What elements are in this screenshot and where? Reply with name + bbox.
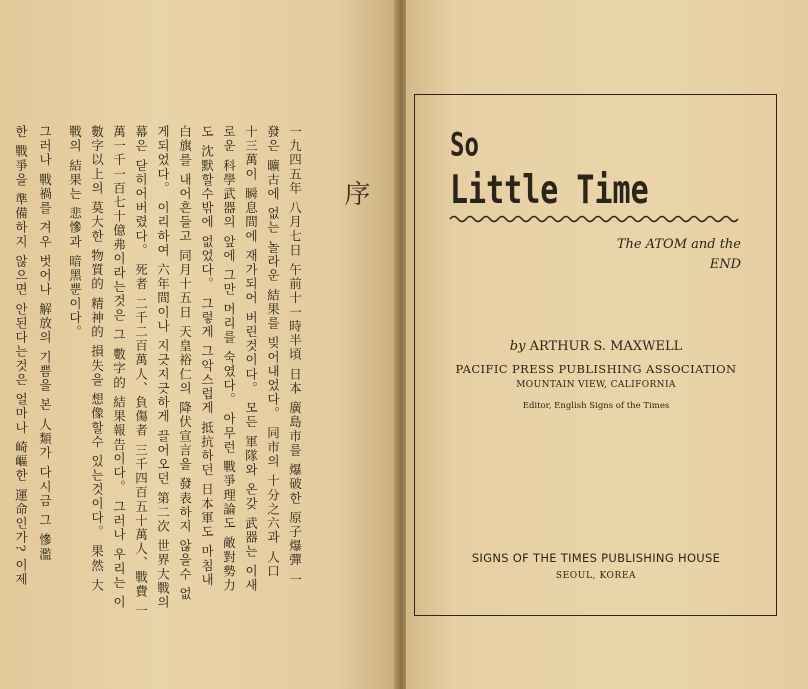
publisher-location: MOUNTAIN VIEW, CALIFORNIA [516,380,676,390]
book-title-line-1: So [450,126,479,164]
book-title-line-2: Little Time [450,168,649,214]
preface-column-4: 로운 科學武器의 앞에 그만 머리를 숙였다。 아무런 戰爭理論도 敵對勢力 [221,125,237,593]
preface-column-12: 그러나 戰禍를 겨우 벗어나 解放의 기쁨을 본 人類가 다시금 그 慘濫 [37,125,53,562]
author-line [414,339,778,354]
preface-column-2: 發은 曠古에 없는 놀라운 結果를 빚어내었다。 同市의 十分之六과 人口 [265,125,281,579]
preface-column-6: 白旗를 내어흔들고 同月十五日 天皇裕仁의 降伏宣言을 發表하지 않을수 없 [177,125,193,602]
preface-column-11: 戰의 結果는 悲慘과 暗黑뿐이다。 [67,125,83,340]
preface-column-9: 萬一千一百七十億弗이라는것은 그 數字的 結果報告이다。 그러나 우리는 이 [111,125,127,610]
preface-column-8: 幕은 닫히어버렸다。 死者 二千二百萬人、負傷者 三千四百五十萬人、戰費 一 [133,125,149,619]
preface-heading: 序 [340,180,370,206]
publisher-name: PACIFIC PRESS PUBLISHING ASSOCIATION [455,362,737,376]
author-prefix: by [509,339,526,354]
author-name: ARTHUR S. MAXWELL [529,339,683,354]
imprint-name: SIGNS OF THE TIMES PUBLISHING HOUSE [471,551,721,565]
editor-note: Editor, English Signs of the Times [522,401,670,411]
subtitle-line-2: END [709,257,741,272]
wavy-rule [450,213,740,225]
preface-column-13: 한 戰爭을 準備하지 않으면 안된다는것은 얼마나 崎嶇한 運命인가? 이제 [13,125,29,587]
subtitle-line-1: The ATOM and the [616,237,741,252]
preface-column-10: 數字以上의 莫大한 物質的 精神的 損失을 想像할수 있는것이다。 果然 大 [89,125,105,593]
preface-column-5: 도 沈默할수밖에 없었다。 그렇게 그악스럽게 抵抗하던 日本軍도 마침내 [199,125,215,588]
book-subtitle [617,235,741,275]
preface-column-3: 十三萬이 瞬息間에 재가되어 버린것이다。 모든 軍隊와 온갖 武器는 이새 [243,125,259,593]
imprint-location: SEOUL, KOREA [555,571,637,581]
preface-column-1: 一九四五年 八月七日 午前十一時半頃 日本 廣島市를 爆破한 原子爆彈 一 [287,125,303,588]
preface-column-7: 게되었다。 이리하여 六年間이나 지긋지긋하게 끌어오던 第二次 世界大戰의 [155,125,171,610]
left-page [0,0,398,689]
